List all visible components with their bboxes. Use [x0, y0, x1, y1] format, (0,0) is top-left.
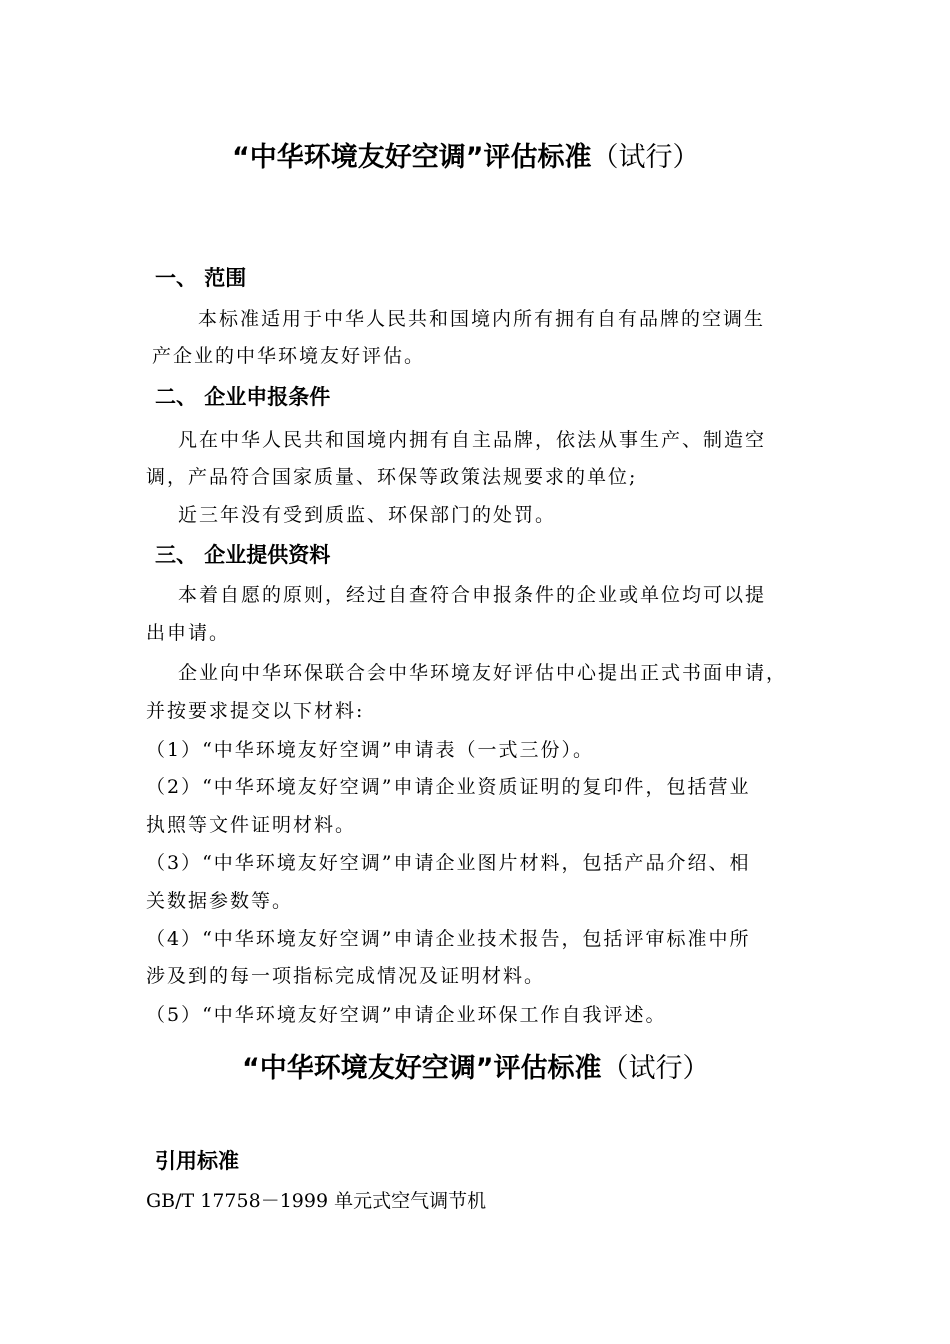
list-item: （1）“中华环境友好空调”申请表（一式三份）。: [146, 739, 595, 761]
paragraph-line: 本着自愿的原则，经过自查符合申报条件的企业或单位均可以提: [178, 584, 767, 606]
list-item: （5）“中华环境友好空调”申请企业环保工作自我评述。: [146, 1004, 667, 1026]
section-heading-materials: 三、 企业提供资料: [155, 543, 331, 567]
reference-heading: 引用标准: [155, 1149, 239, 1173]
paragraph-line: 并按要求提交以下材料:: [146, 700, 365, 722]
paragraph-line: 企业向中华环保联合会中华环境友好评估中心提出正式书面申请，: [178, 662, 788, 684]
second-title: [242, 1046, 710, 1085]
paragraph-line: 本标准适用于中华人民共和国境内所有拥有自有品牌的空调生: [198, 308, 766, 330]
list-item: （3）“中华环境友好空调”申请企业图片材料，包括产品介绍、相: [146, 852, 751, 874]
list-item: （4）“中华环境友好空调”申请企业技术报告，包括评审标准中所: [146, 928, 751, 950]
page-title: [232, 135, 700, 174]
section-heading-conditions: 二、 企业申报条件: [155, 385, 331, 409]
paragraph-line: 出申请。: [146, 622, 231, 644]
reference-line: GB/T 17758－1999 单元式空气调节机: [146, 1190, 487, 1212]
paragraph-line: 凡在中华人民共和国境内拥有自主品牌，依法从事生产、制造空: [178, 429, 767, 451]
list-item-continued: 涉及到的每一项指标完成情况及证明材料。: [146, 965, 546, 987]
list-item-continued: 执照等文件证明材料。: [146, 814, 357, 836]
paragraph-line: 产企业的中华环境友好评估。: [152, 345, 426, 367]
paragraph-line: 近三年没有受到质监、环保部门的处罚。: [178, 504, 557, 526]
list-item: （2）“中华环境友好空调”申请企业资质证明的复印件，包括营业: [146, 776, 751, 798]
title-main: “中华环境友好空调”评估标准: [232, 142, 592, 173]
section-heading-scope: 一、 范围: [155, 266, 247, 290]
title-sub: （试行）: [591, 142, 700, 173]
list-item-continued: 关数据参数等。: [146, 890, 294, 912]
title-main: “中华环境友好空调”评估标准: [242, 1053, 602, 1084]
title-sub: （试行）: [601, 1053, 710, 1084]
paragraph-line: 调，产品符合国家质量、环保等政策法规要求的单位;: [146, 466, 638, 488]
